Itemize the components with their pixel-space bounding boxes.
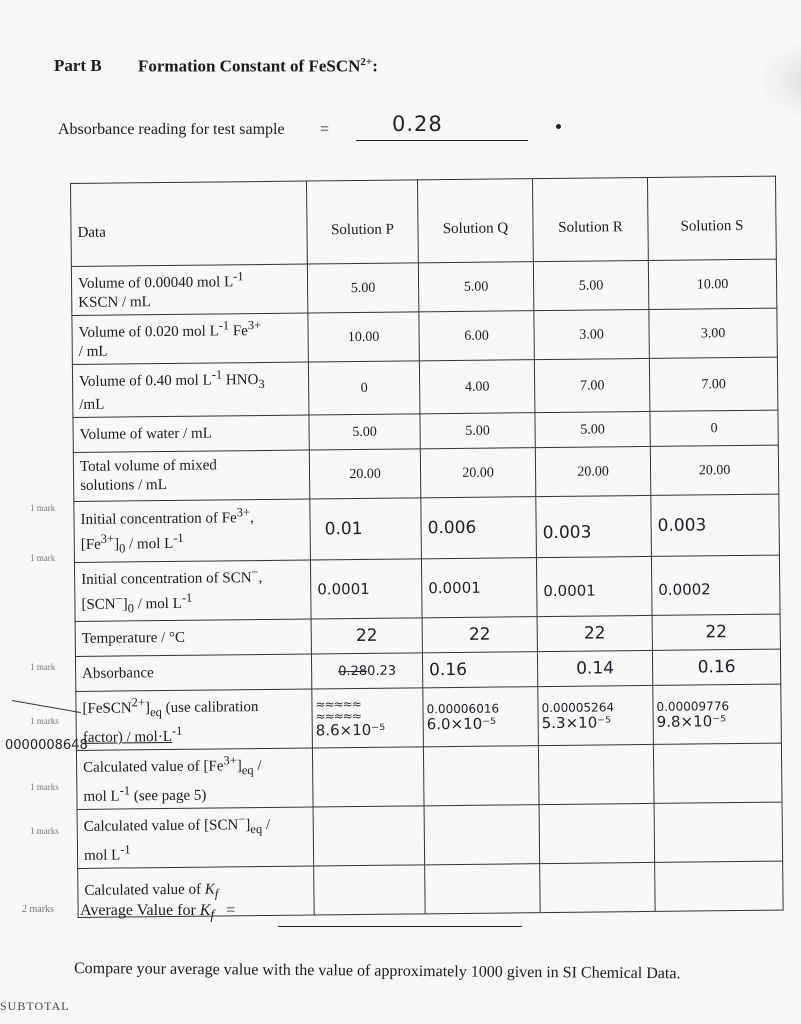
absorbance-answer-line (356, 140, 528, 141)
handwritten-cell[interactable]: 0.280.23 (311, 653, 422, 689)
handwritten-cell[interactable]: ≈≈≈≈≈ ≈≈≈≈≈ 8.6×10⁻⁵ (312, 688, 424, 748)
table-cell: 5.00 (533, 260, 649, 310)
table-cell: 5.00 (535, 411, 650, 447)
ink-dot (556, 124, 561, 129)
table-cell: 20.00 (309, 449, 421, 499)
table-cell: 20.00 (420, 448, 536, 498)
scribble-mark: ≈≈≈≈≈ (315, 708, 361, 723)
row-label-absorbance: Absorbance (75, 654, 311, 691)
part-label: Part B (54, 56, 102, 75)
empty-answer-cell[interactable] (538, 744, 654, 804)
table-cell: 5.00 (420, 413, 535, 449)
subtotal-label: SUBTOTAL (0, 999, 70, 1013)
table-row (77, 802, 783, 868)
row-label-temperature: Temperature / °C (75, 619, 311, 656)
handwritten-cell[interactable]: 0.00006016 6.0×10⁻⁵ (423, 687, 539, 747)
table-cell: 0 (650, 410, 778, 446)
empty-answer-cell[interactable] (314, 865, 426, 915)
absorbance-equals: = (320, 121, 330, 138)
handwritten-cell[interactable]: 0.0002 (651, 555, 780, 615)
crossed-out-value: 0.28 (338, 663, 368, 679)
table-row (76, 684, 782, 750)
row-label-volume-kscn: Volume of 0.00040 mol $L^{-1}$ KSCN / mL (71, 264, 308, 315)
handwritten-cell[interactable]: 0.003 (536, 495, 652, 557)
data-table (70, 176, 784, 918)
handwritten-cell[interactable]: 0.00005264 5.3×10⁻⁵ (538, 685, 654, 745)
empty-answer-cell[interactable] (425, 864, 541, 914)
handwritten-stroke (12, 700, 81, 713)
handwritten-cell[interactable]: 22 (422, 617, 537, 653)
empty-answer-cell[interactable] (313, 806, 425, 866)
row-label-fe-eq: Calculated value of $[Fe^{3+}]_{eq}$ / mol $L^{-1}$ (see page 5) (76, 748, 313, 809)
table-row (72, 308, 777, 364)
table-cell: 5.00 (418, 262, 534, 312)
table-cell: 6.00 (419, 311, 535, 361)
handwritten-cell[interactable]: 0.003 (651, 494, 780, 556)
table-row (72, 357, 778, 417)
margin-mark: 1 marks (30, 716, 59, 726)
table-cell: 10.00 (308, 312, 420, 362)
table-cell: 3.00 (649, 308, 778, 358)
absorbance-reading-label: Absorbance reading for test sample (58, 121, 285, 138)
table-cell: 20.00 (535, 446, 651, 496)
table-cell: 4.00 (419, 360, 535, 414)
handwritten-cell[interactable]: 22 (537, 615, 652, 651)
table-row (74, 555, 780, 621)
margin-mark: 1 marks (30, 782, 59, 792)
page-corner-shadow (761, 40, 801, 120)
column-header-data: Data (71, 181, 308, 266)
margin-mark: 1 mark (30, 662, 56, 672)
compare-instruction: Compare your average value with the value of approximately 1000 given in SI Chemical Data. (73, 960, 681, 983)
column-header-solution-s: Solution S (647, 176, 776, 260)
row-label-scn-eq: Calculated value of $[SCN^-]_{eq}$ / mol $L^{-1}$ (77, 807, 314, 868)
margin-mark: 1 mark (30, 503, 56, 513)
margin-mark: 1 mark (30, 553, 56, 563)
margin-handwritten-value: 0000008648 (5, 738, 88, 753)
handwritten-cell[interactable]: 0.16 (652, 649, 780, 685)
scribble-mark: ≈≈≈≈≈ (315, 696, 361, 711)
row-label-fescn-eq: $[FeSCN^{2+}]_{eq}$ (use calibration factor) / $mol\cdot L^{-1}$ (76, 689, 313, 750)
row-label-volume-hno3: Volume of 0.40 mol $L^{-1}$ $HNO_3$ /mL (72, 362, 309, 417)
row-label-kf: Calculated value of $K_f$ (78, 866, 315, 917)
table-cell: 3.00 (534, 309, 650, 359)
table-cell: 0 (308, 361, 420, 415)
handwritten-cell[interactable]: 0.01 (310, 498, 422, 560)
table-header-row (71, 176, 777, 266)
table-row (71, 259, 776, 315)
empty-answer-cell[interactable] (423, 746, 539, 806)
table-cell: 5.00 (309, 414, 420, 450)
handwritten-cell[interactable]: 0.14 (537, 650, 652, 686)
handwritten-cell[interactable]: 0.0001 (310, 559, 422, 619)
handwritten-cell[interactable]: 0.16 (422, 652, 537, 688)
table-cell: 20.00 (650, 445, 779, 495)
table-row (76, 743, 782, 809)
table-cell: 10.00 (648, 259, 777, 309)
table-cell: 5.00 (307, 263, 419, 313)
empty-answer-cell[interactable] (540, 862, 656, 912)
average-kf-answer-line[interactable] (278, 926, 522, 927)
empty-answer-cell[interactable] (424, 805, 540, 865)
margin-mark: 1 marks (30, 826, 59, 836)
empty-answer-cell[interactable] (653, 743, 782, 803)
handwritten-cell[interactable]: 0.006 (421, 497, 537, 559)
table-cell: 7.00 (534, 358, 650, 412)
empty-answer-cell[interactable] (312, 747, 424, 807)
column-header-solution-r: Solution R (532, 177, 648, 261)
empty-answer-cell[interactable] (539, 803, 655, 863)
average-kf-label: Average Value for $K_f$ = (80, 902, 236, 923)
margin-mark: 2 marks (22, 904, 54, 915)
table-row (73, 445, 778, 501)
column-header-solution-p: Solution P (306, 180, 418, 264)
row-label-total-volume: Total volume of mixed solutions / mL (73, 450, 310, 501)
row-label-volume-water: Volume of water / mL (73, 415, 309, 452)
row-label-volume-fe: Volume of 0.020 mol $L^{-1}$ $Fe^{3+}$ / mL (72, 313, 309, 364)
row-label-initial-scn: Initial concentration of SCN−, $[SCN^-]_0$ / mol $L^{-1}$ (74, 560, 311, 621)
table-cell: 7.00 (649, 357, 778, 411)
handwritten-cell[interactable]: 22 (652, 614, 780, 650)
handwritten-cell[interactable]: 0.0001 (536, 556, 652, 616)
empty-answer-cell[interactable] (655, 861, 784, 911)
row-label-initial-fe: Initial concentration of $Fe^{3+}$, $[Fe^{3+}]_0$ / mol $L^{-1}$ (74, 499, 311, 562)
column-header-solution-q: Solution Q (417, 179, 533, 263)
handwritten-cell[interactable]: 0.00009776 9.8×10⁻⁵ (653, 684, 782, 744)
section-title: Formation Constant of FeSCN$^{2+}$: (138, 56, 378, 76)
handwritten-cell[interactable]: 22 (311, 618, 422, 654)
empty-answer-cell[interactable] (654, 802, 783, 862)
table-row (74, 494, 780, 562)
handwritten-cell[interactable]: 0.0001 (421, 558, 537, 618)
absorbance-reading-value[interactable]: 0.28 (392, 112, 443, 136)
